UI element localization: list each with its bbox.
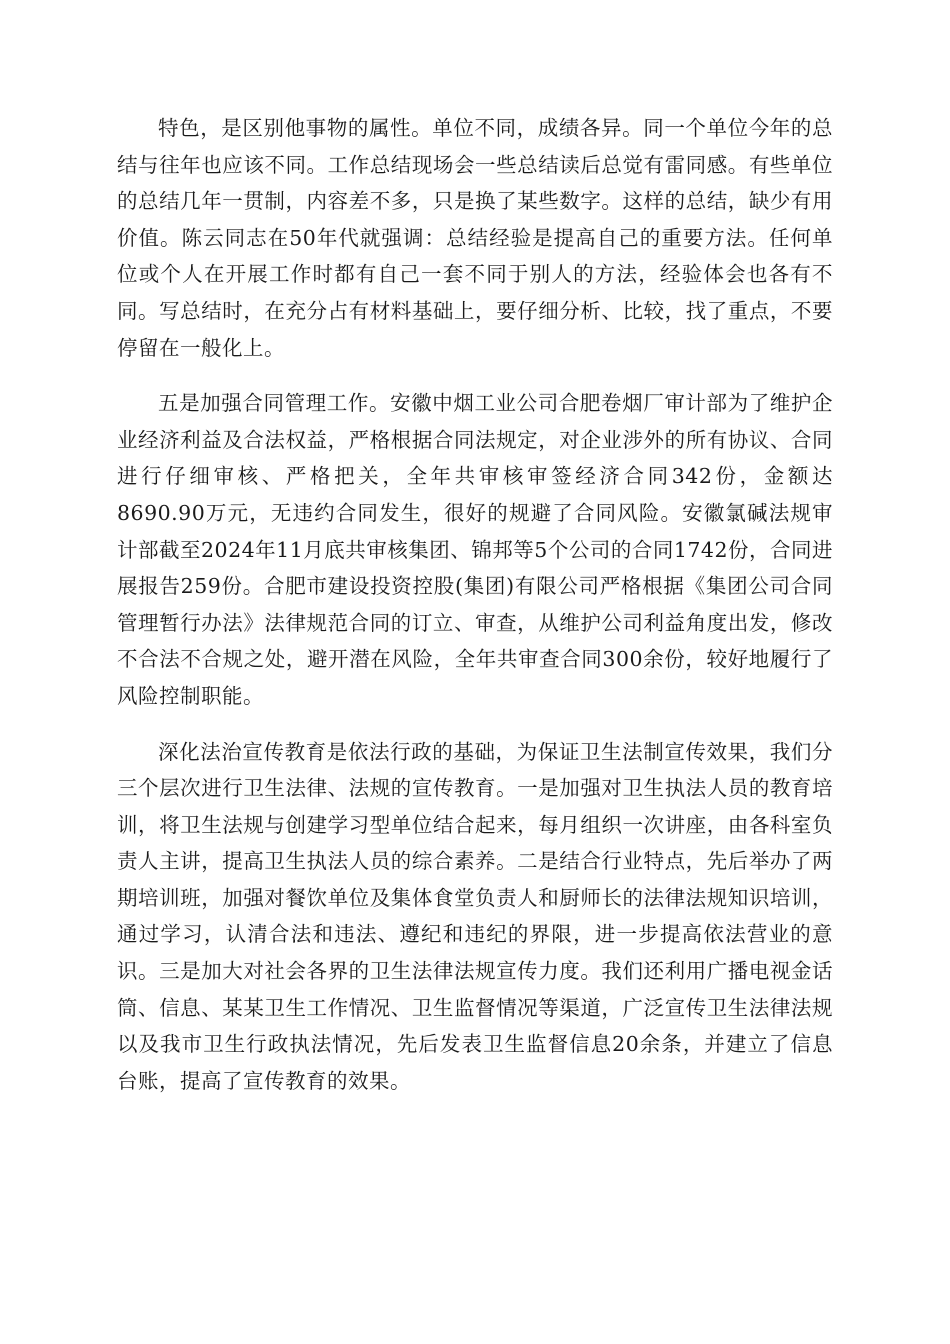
paragraph-summary-features: 特色，是区别他事物的属性。单位不同，成绩各异。同一个单位今年的总结与往年也应该不同。工作总结现场会一些总结读后总觉有雷同感。有些单位的总结几年一贯制，内容差不多，只是换了某些数字。这样的总结，缺少有用价值。陈云同志在50年代就强调：总结经验是提高自己的重要方法。任何单位或个人在开展工作时都有自己一套不同于别人的方法，经验体会也各有不同。写总结时，在充分占有材料基础上，要仔细分析、比较，找了重点，不要停留在一般化上。 (117, 116, 833, 360)
paragraph-contract-management: 五是加强合同管理工作。安徽中烟工业公司合肥卷烟厂审计部为了维护企业经济利益及合法权益，严格根据合同法规定，对企业涉外的所有协议、合同进行仔细审核、严格把关，全年共审核审签经济合同342份，金额达8690.90万元，无违约合同发生，很好的规避了合同风险。安徽氯碱法规审计部截至2024年11月底共审核集团、锦邦等5个公司的合同1742份，合同进展报告259份。合肥市建设投资控股(集团)有限公司严格根据《集团公司合同管理暂行办法》法律规范合同的订立、审查，从维护公司利益角度出发，修改不合法不合规之处，避开潜在风险，全年共审查合同300余份，较好地履行了风险控制职能。 (117, 391, 833, 708)
paragraph-legal-education: 深化法治宣传教育是依法行政的基础，为保证卫生法制宣传效果，我们分三个层次进行卫生法律、法规的宣传教育。一是加强对卫生执法人员的教育培训，将卫生法规与创建学习型单位结合起来，每月组织一次讲座，由各科室负责人主讲，提高卫生执法人员的综合素养。二是结合行业特点，先后举办了两期培训班，加强对餐饮单位及集体食堂负责人和厨师长的法律法规知识培训，通过学习，认清合法和违法、遵纪和违纪的界限，进一步提高依法营业的意识。三是加大对社会各界的卫生法律法规宣传力度。我们还利用广播电视金话筒、信息、某某卫生工作情况、卫生监督情况等渠道，广泛宣传卫生法律法规以及我市卫生行政执法情况，先后发表卫生监督信息20余条，并建立了信息台账，提高了宣传教育的效果。 (117, 739, 833, 1093)
document-body (117, 110, 833, 1099)
